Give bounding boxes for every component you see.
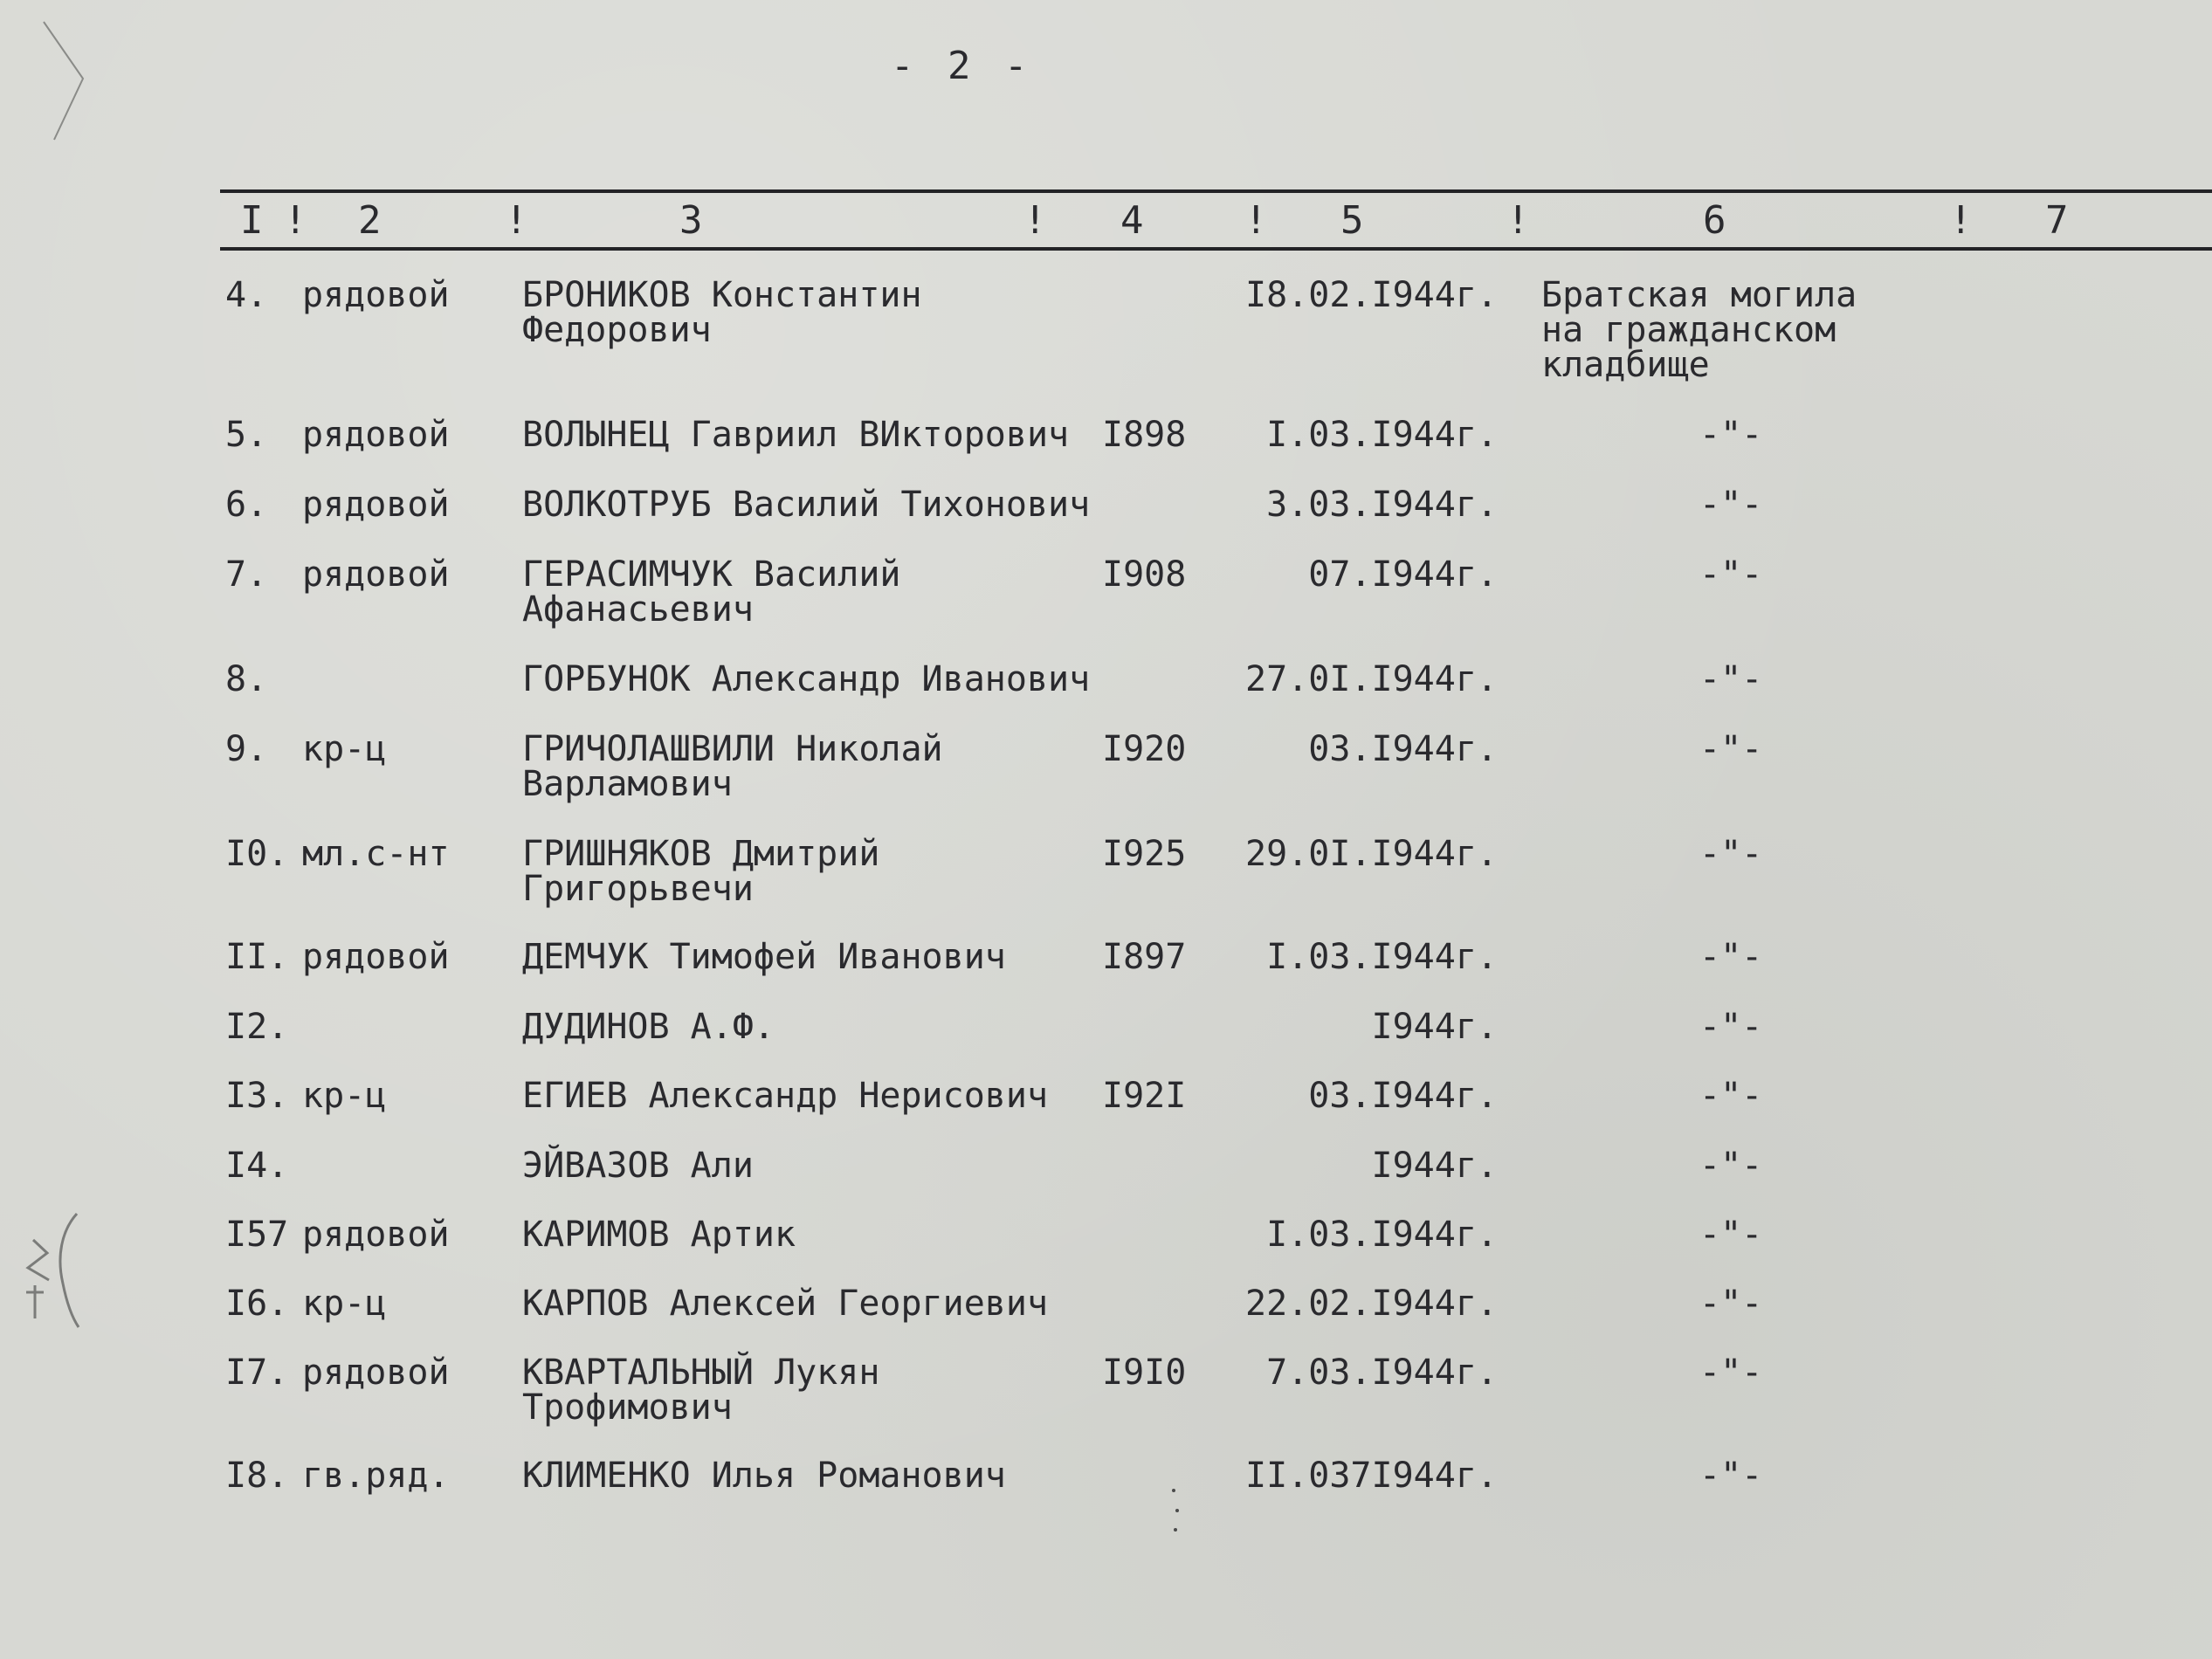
row-number: I2. bbox=[225, 1007, 289, 1047]
header-col-7: 7 bbox=[2045, 198, 2069, 243]
row-rank: гв.ряд. bbox=[302, 1456, 450, 1496]
row-number: 6. bbox=[225, 485, 268, 525]
header-separator: ! bbox=[505, 198, 528, 243]
row-burial-place-ditto: -"- bbox=[1699, 554, 1763, 595]
row-birth-year: I92I bbox=[1102, 1076, 1187, 1116]
row-rank: рядовой bbox=[302, 937, 450, 977]
row-number: 5. bbox=[225, 415, 268, 455]
row-burial-place-ditto: -"- bbox=[1699, 834, 1763, 874]
row-number: I57 bbox=[225, 1215, 289, 1255]
table-header-rule bbox=[220, 247, 2212, 251]
row-number: I3. bbox=[225, 1076, 289, 1116]
row-name: ГРИШНЯКОВ Дмитрий bbox=[522, 834, 880, 874]
header-col-6: 6 bbox=[1703, 198, 1726, 243]
row-rank: кр-ц bbox=[302, 729, 387, 769]
row-name: ВОЛЫНЕЦ Гавриил ВИкторович bbox=[522, 415, 1070, 455]
handwritten-margin-note bbox=[9, 1205, 96, 1336]
row-burial-place-ditto: -"- bbox=[1699, 1146, 1763, 1186]
row-rank: рядовой bbox=[302, 1353, 450, 1393]
header-separator: ! bbox=[284, 198, 307, 243]
row-name: ВОЛКОТРУБ Василий Тихонович bbox=[522, 485, 1091, 525]
header-col-5: 5 bbox=[1340, 198, 1364, 243]
row-rank: кр-ц bbox=[302, 1076, 387, 1116]
row-number: I7. bbox=[225, 1353, 289, 1393]
row-name: ЕГИЕВ Александр Нерисович bbox=[522, 1076, 1049, 1116]
row-burial-place-ditto: -"- bbox=[1699, 1007, 1763, 1047]
row-name: КВАРТАЛЬНЫЙ Лукян bbox=[522, 1353, 880, 1393]
row-burial-place-ditto: -"- bbox=[1699, 1456, 1763, 1496]
row-name-continued: Варламович bbox=[522, 764, 733, 804]
row-birth-year: I9I0 bbox=[1102, 1353, 1187, 1393]
row-number: 7. bbox=[225, 554, 268, 595]
row-name-continued: Федорович bbox=[522, 310, 712, 350]
row-name: КАРПОВ Алексей Георгиевич bbox=[522, 1284, 1049, 1324]
row-birth-year: I898 bbox=[1102, 415, 1187, 455]
row-number: I4. bbox=[225, 1146, 289, 1186]
header-separator: ! bbox=[1949, 198, 1973, 243]
row-rank: кр-ц bbox=[302, 1284, 387, 1324]
row-date: I.03.I944г. bbox=[1266, 937, 1498, 977]
header-col-4: 4 bbox=[1120, 198, 1144, 243]
row-birth-year: I920 bbox=[1102, 729, 1187, 769]
row-burial-place-ditto: -"- bbox=[1699, 937, 1763, 977]
row-number: I8. bbox=[225, 1456, 289, 1496]
corner-fold-mark bbox=[35, 17, 114, 148]
row-rank: рядовой bbox=[302, 554, 450, 595]
row-burial-place-ditto: -"- bbox=[1699, 1353, 1763, 1393]
row-number: 9. bbox=[225, 729, 268, 769]
row-date: 29.0I.I944г. bbox=[1245, 834, 1498, 874]
row-date: II.037I944г. bbox=[1245, 1456, 1498, 1496]
row-name-continued: Афанасьевич bbox=[522, 589, 754, 630]
row-number: I6. bbox=[225, 1284, 289, 1324]
row-birth-year: I925 bbox=[1102, 834, 1187, 874]
header-col-3: 3 bbox=[679, 198, 703, 243]
row-burial-place-continued: на гражданском bbox=[1541, 310, 1836, 350]
row-name: ДЕМЧУК Тимофей Иванович bbox=[522, 937, 1006, 977]
header-separator: ! bbox=[1244, 198, 1268, 243]
row-date: 7.03.I944г. bbox=[1266, 1353, 1498, 1393]
row-date: 27.0I.I944г. bbox=[1245, 659, 1498, 699]
row-birth-year: I908 bbox=[1102, 554, 1187, 595]
row-rank: мл.с-нт bbox=[302, 834, 450, 874]
row-rank: рядовой bbox=[302, 485, 450, 525]
row-name-continued: Трофимович bbox=[522, 1387, 733, 1428]
row-date: I944г. bbox=[1371, 1146, 1498, 1186]
row-burial-place-ditto: -"- bbox=[1699, 1076, 1763, 1116]
row-date: 03.I944г. bbox=[1308, 729, 1498, 769]
row-name: КЛИМЕНКО Илья Романович bbox=[522, 1456, 1006, 1496]
row-burial-place: Братская могила bbox=[1541, 275, 1857, 315]
row-burial-place-ditto: -"- bbox=[1699, 415, 1763, 455]
row-name: БРОНИКОВ Константин bbox=[522, 275, 922, 315]
row-date: 22.02.I944г. bbox=[1245, 1284, 1498, 1324]
row-burial-place-continued: кладбище bbox=[1541, 345, 1710, 385]
row-number: I0. bbox=[225, 834, 289, 874]
row-rank: рядовой bbox=[302, 1215, 450, 1255]
header-col-1: I bbox=[240, 198, 264, 243]
row-name-continued: Григорьвечи bbox=[522, 869, 754, 909]
row-date: 3.03.I944г. bbox=[1266, 485, 1498, 525]
row-name: ГЕРАСИМЧУК Василий bbox=[522, 554, 901, 595]
row-burial-place-ditto: -"- bbox=[1699, 729, 1763, 769]
row-rank: рядовой bbox=[302, 415, 450, 455]
header-separator: ! bbox=[1023, 198, 1047, 243]
page-number: - 2 - bbox=[891, 44, 1033, 88]
row-birth-year: I897 bbox=[1102, 937, 1187, 977]
row-date: 07.I944г. bbox=[1308, 554, 1498, 595]
row-date: I.03.I944г. bbox=[1266, 415, 1498, 455]
row-name: ГОРБУНОК Александр Иванович bbox=[522, 659, 1091, 699]
row-date: I944г. bbox=[1371, 1007, 1498, 1047]
row-number: 8. bbox=[225, 659, 268, 699]
row-burial-place-ditto: -"- bbox=[1699, 485, 1763, 525]
row-date: I8.02.I944г. bbox=[1245, 275, 1498, 315]
row-name: ГРИЧОЛАШВИЛИ Николай bbox=[522, 729, 943, 769]
row-rank: рядовой bbox=[302, 275, 450, 315]
row-number: 4. bbox=[225, 275, 268, 315]
row-number: II. bbox=[225, 937, 289, 977]
row-name: КАРИМОВ Артик bbox=[522, 1215, 796, 1255]
row-date: 03.I944г. bbox=[1308, 1076, 1498, 1116]
ink-speck bbox=[1174, 1528, 1177, 1532]
row-burial-place-ditto: -"- bbox=[1699, 659, 1763, 699]
table-top-rule bbox=[220, 189, 2212, 193]
ink-speck bbox=[1175, 1509, 1179, 1512]
row-burial-place-ditto: -"- bbox=[1699, 1215, 1763, 1255]
row-name: ЭЙВАЗОВ Али bbox=[522, 1146, 754, 1186]
row-burial-place-ditto: -"- bbox=[1699, 1284, 1763, 1324]
row-name: ДУДИНОВ А.Ф. bbox=[522, 1007, 775, 1047]
header-col-2: 2 bbox=[358, 198, 382, 243]
row-date: I.03.I944г. bbox=[1266, 1215, 1498, 1255]
ink-speck bbox=[1172, 1489, 1175, 1492]
header-separator: ! bbox=[1506, 198, 1530, 243]
